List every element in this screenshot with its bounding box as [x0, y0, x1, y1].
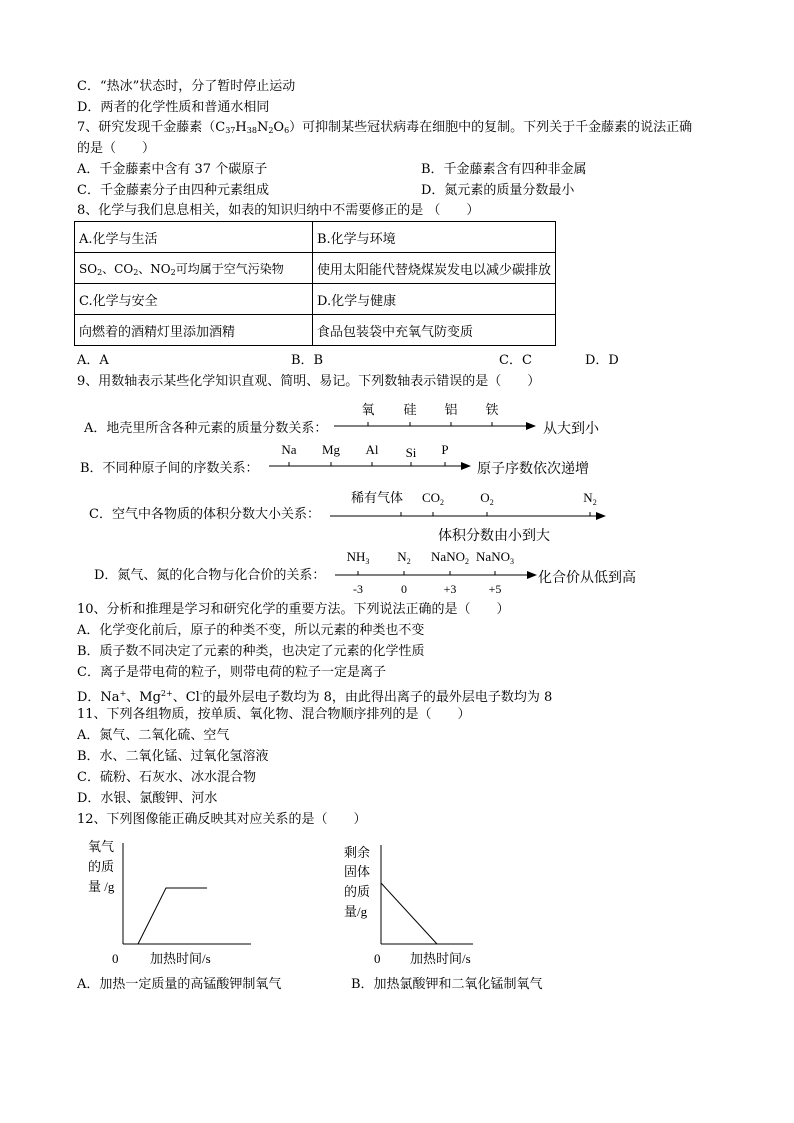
table-cell: $SO_2$、$CO_2$、$NO_2$可均属于空气污染物 — [75, 253, 313, 284]
table-row — [75, 315, 556, 346]
graph-ylabel: 氧气 — [88, 839, 115, 854]
table-cell: 使用太阳能代替烧煤炭发电以减少碳排放 — [312, 253, 555, 284]
axis-value-label: -3 — [353, 582, 363, 596]
q8-option-a: A．A — [77, 353, 109, 368]
q11-option-b: B．水、二氧化锰、过氧化氢溶液 — [77, 749, 269, 764]
q11-option-a: A．氮气、二氧化硫、空气 — [77, 728, 230, 743]
axis-tick-label: $O_2$ — [480, 490, 494, 507]
axis-tick-label: $CO_2$ — [421, 490, 445, 507]
q9-d-number-axis — [333, 545, 543, 599]
q12-graph-b — [340, 835, 500, 970]
q9-a-note: 从大到小 — [543, 421, 599, 437]
graph-curve — [381, 883, 437, 944]
axis-tick-label: $NH_3$ — [346, 549, 370, 566]
q12-graph-a — [80, 835, 320, 970]
axis-value-label: +5 — [488, 582, 502, 596]
q11-stem: 11、下列各组物质，按单质、氧化物、混合物顺序排列的是（ ） — [77, 707, 471, 722]
q9-option-b-label: B．不同种原子间的序数关系： — [80, 461, 259, 476]
q9-option-d-label: D．氮气、氮的化合物与化合价的关系： — [94, 568, 326, 583]
q7-option-b: B．千金藤素含有四种非金属 — [421, 162, 587, 177]
q6-option-d: D．两者的化学性质和普通水相同 — [77, 100, 270, 115]
q6-option-c: C．“热冰”状态时，分了暂时停止运动 — [77, 79, 296, 94]
graph-ylabel: 量/g — [344, 904, 368, 919]
q9-d-note: 化合价从低到高 — [538, 570, 636, 586]
axis-tick-label: Al — [365, 442, 379, 457]
q8-option-b: B．B — [291, 353, 324, 368]
arrow-head-icon — [461, 462, 471, 470]
axis-tick-label: NaNO$_2$ — [431, 549, 469, 566]
q12-option-b-caption: B．加热氯酸钾和二氧化锰制氧气 — [351, 977, 543, 992]
q8-option-c: C．C — [499, 353, 532, 368]
graph-ylabel: 的质 — [88, 859, 115, 874]
axis-tick-label: $N_2$ — [583, 490, 597, 507]
q10-option-c: C．离子是带电荷的粒子，则带电荷的粒子一定是离子 — [77, 665, 386, 680]
arrow-head-icon — [596, 512, 606, 520]
arrow-head-icon — [527, 571, 537, 579]
table-cell: A.化学与生活 — [75, 222, 313, 253]
q7-option-d: D．氮元素的质量分数最小 — [421, 183, 575, 198]
q9-b-number-axis — [265, 438, 475, 474]
q7-option-a: A．千金藤素中含有 37 个碳原子 — [77, 162, 268, 177]
q9-option-c-label: C．空气中各物质的体积分数大小关系： — [89, 507, 320, 522]
axis-value-label: +3 — [443, 582, 457, 596]
axis-tick-label: 氧 — [361, 402, 375, 417]
q11-option-d: D．水银、氯酸钾、河水 — [77, 791, 218, 806]
q10-option-b: B．质子数不同决定了元素的种类，也决定了元素的化学性质 — [77, 644, 425, 659]
table-cell: 食品包装袋中充氧气防变质 — [312, 315, 555, 346]
q7-options-row1 — [77, 161, 717, 179]
graph-ylabel: 量 /g — [88, 879, 115, 894]
axis-tick-label: P — [441, 442, 449, 457]
q7-option-c: C．千金藤素分子由四种元素组成 — [77, 183, 269, 198]
table-cell: C.化学与安全 — [75, 284, 313, 315]
q8-options — [77, 352, 637, 370]
table-cell: B.化学与环境 — [312, 222, 555, 253]
q10-option-d: D．Na+、$Mg^{2+}$、Cl-的最外层电子数均为 8，由此得出离子的最外层电子数均为 8 — [77, 689, 553, 705]
axis-tick-label: 稀有气体 — [350, 490, 404, 505]
q9-option-a-label: A．地壳里所含各种元素的质量分数关系： — [84, 421, 328, 436]
axis-tick-label: 硅 — [403, 402, 417, 417]
q9-stem: 9、用数轴表示某些化学知识直观、简明、易记。下列数轴表示错误的是（ ） — [77, 374, 541, 389]
q7-stem: 7、研究发现千金藤素$(C_{37}H_{38}N_2O_6)$可抑制某些冠状病毒在细胞中的复制。下列关于千金藤素的说法正确 — [77, 120, 693, 135]
axis-tick-label: Na — [281, 442, 297, 457]
arrow-head-icon — [526, 422, 536, 430]
graph-ylabel: 的质 — [344, 884, 371, 899]
axis-tick-label: 铝 — [444, 402, 458, 417]
axis-tick-label: $N_2$ — [397, 549, 411, 566]
q8-option-d: D．D — [585, 353, 619, 368]
table-row — [75, 253, 556, 284]
graph-ylabel: 剩余 — [344, 845, 371, 860]
graph-origin-label: 0 — [374, 951, 381, 966]
axis-value-label: 0 — [401, 582, 407, 596]
table-row — [75, 284, 556, 315]
graph-xlabel: 加热时间/s — [150, 951, 211, 966]
graph-xlabel: 加热时间/s — [410, 951, 471, 966]
q12-option-a-caption: A．加热一定质量的高锰酸钾制氧气 — [77, 977, 282, 992]
graph-curve — [138, 888, 207, 944]
q11-option-c: C．硫粉、石灰水、冰水混合物 — [77, 770, 256, 785]
q8-stem: 8、化学与我们息息相关，如表的知识归纳中不需要修正的是 （ ） — [77, 203, 480, 218]
q9-b-note: 原子序数依次递增 — [477, 461, 589, 477]
table-cell: D.化学与健康 — [312, 284, 555, 315]
q10-stem: 10、分析和推理是学习和研究化学的重要方法。下列说法正确的是（ ） — [77, 602, 510, 617]
q9-a-number-axis — [330, 398, 540, 434]
table-row — [75, 222, 556, 253]
q12-stem: 12、下列图像能正确反映其对应关系的是（ ） — [77, 812, 367, 827]
q7-options-row2 — [77, 182, 717, 200]
q9-c-note: 体积分数由小到大 — [438, 528, 550, 544]
axis-tick-label: NaNO$_3$ — [476, 549, 514, 566]
q7-stem-cont: 的是（ ） — [77, 141, 156, 156]
q9-c-number-axis — [326, 486, 610, 520]
axis-tick-label: 铁 — [485, 402, 499, 417]
q10-option-a: A．化学变化前后，原子的种类不变，所以元素的种类也不变 — [77, 623, 425, 638]
axis-tick-label: Si — [405, 445, 417, 460]
graph-origin-label: 0 — [112, 951, 119, 966]
knowledge-table — [74, 221, 556, 346]
table-cell: 向燃着的酒精灯里添加酒精 — [75, 315, 313, 346]
axis-tick-label: Mg — [321, 442, 341, 457]
graph-ylabel: 固体 — [344, 864, 371, 879]
